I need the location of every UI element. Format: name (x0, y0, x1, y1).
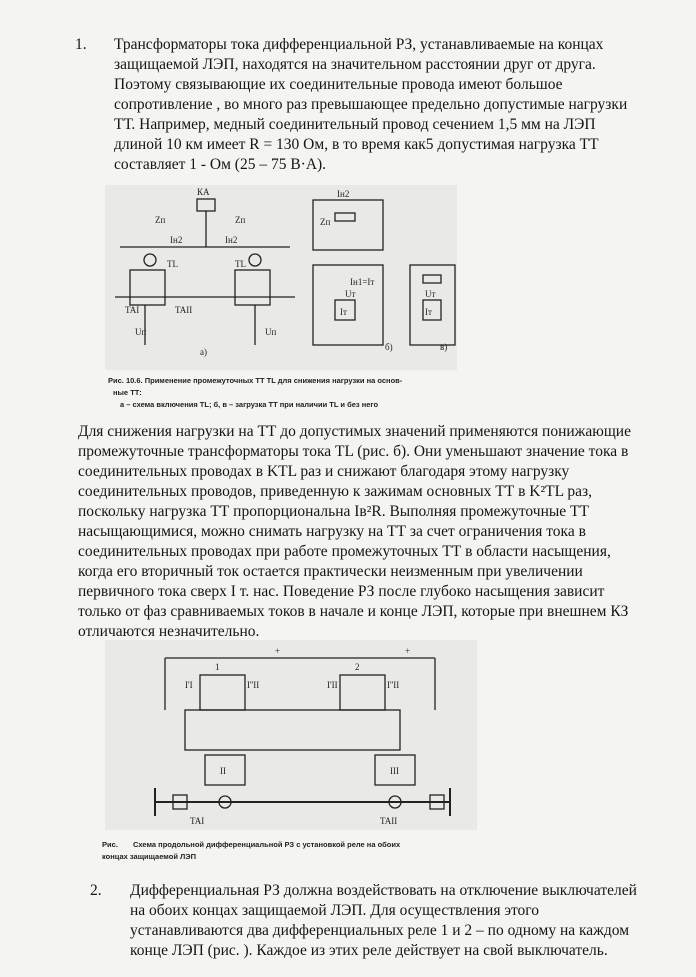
text-line: Дифференциальная РЗ должна воздействовать на отключение выключателей (130, 882, 637, 899)
text-line: соединительных проводах при работе промежуточных ТТ в области насыщения, (78, 543, 611, 560)
fig1-label: а) (200, 347, 207, 357)
figure-2-diagram (105, 640, 477, 830)
text-line: когда его вторичный ток остается практически неизменным при увеличении (78, 563, 583, 580)
fig1-label: Uп (265, 327, 277, 337)
fig2-label: + (275, 646, 281, 656)
fig1-label: б) (385, 342, 393, 352)
figure-1-caption: ные ТТ: (113, 388, 142, 397)
fig1-label: Uт (425, 289, 436, 299)
fig2-label: III (390, 766, 399, 776)
fig2-label: + (405, 646, 411, 656)
text-line: на обоих концах защищаемой ЛЭП. Для осуществления этого (130, 902, 540, 919)
text-line: сопротивление , во много раз превышающее предельно допустимые нагрузки (114, 96, 628, 113)
text-line: первичного тока сверх I т. нас. Поведение РЗ после глубоко насыщения зависит (78, 583, 605, 600)
text-line: защищаемой ЛЭП, находятся на значительном расстоянии друг от друга. (114, 56, 596, 73)
text-line: ТТ. Например, медный соединительный провод сечением 1,5 мм на ЛЭП (114, 116, 596, 133)
text-line: Трансформаторы тока дифференциальной РЗ, устанавливаемые на концах (114, 36, 604, 53)
fig1-label: Iн1=Iт (350, 277, 375, 287)
fig2-label: I''II (247, 680, 260, 690)
fig1-label: Iт (340, 307, 347, 317)
fig1-label: Zп (235, 215, 246, 225)
figure-2-caption: концах защищаемой ЛЭП (102, 852, 197, 861)
fig1-label: TAII (175, 305, 193, 315)
fig1-label: TAI (125, 305, 140, 315)
text-line: составляет 1 - Ом (25 – 75 В·А). (114, 156, 327, 173)
item-number: 1. (75, 36, 87, 53)
text-line: промежуточные трансформаторы тока TL (рис. б). Они уменьшают значение тока в (78, 443, 629, 460)
figure-1-caption: а – схема включения TL; б, в – загрузка ТТ при наличии TL и без него (120, 400, 379, 409)
fig2-label: 2 (355, 662, 360, 672)
figure-2-caption: Схема продольной дифференциальной РЗ с установкой реле на обоих (133, 840, 401, 849)
fig2-label: II (220, 766, 226, 776)
text-line: соединительных проводов, приведенную к зажимам основных ТТ в K²TL раз, (78, 483, 592, 500)
text-line: соединительных проводах в KTL раз и снижают благодаря этому нагрузку (78, 463, 570, 480)
fig1-label: КА (197, 187, 210, 197)
fig2-label: TAI (190, 816, 205, 826)
fig2-label: I'II (327, 680, 338, 690)
fig2-label: 1 (215, 662, 220, 672)
figure-1-caption: Рис. 10.6. Применение промежуточных ТТ TL для снижения нагрузки на основ- (108, 376, 403, 385)
fig1-label: Iн2 (225, 235, 238, 245)
fig1-label: Zп (155, 215, 166, 225)
fig1-label: TL (167, 259, 178, 269)
fig1-label: Uт (345, 289, 356, 299)
text-line: только от фаз сравниваемых токов в начале и конце ЛЭП, которые при внешнем КЗ (78, 603, 629, 620)
fig1-label: Iн2 (337, 189, 350, 199)
text-line: устанавливаются два дифференциальных реле 1 и 2 – по одному на каждом (130, 922, 630, 939)
figure-2 (105, 640, 477, 830)
text-line: Поэтому связывающие их соединительные провода имеют большое (114, 76, 563, 93)
fig1-label: в) (440, 342, 448, 352)
text-line: конце ЛЭП (рис. ). Каждое из этих реле действует на свой выключатель. (130, 942, 608, 959)
figure-2-caption-prefix: Рис. (102, 840, 118, 849)
item-number: 2. (90, 882, 102, 899)
text-line: поскольку нагрузка ТТ пропорциональна Iв²R. Выполняя промежуточные ТТ (78, 503, 589, 520)
text-line: Для снижения нагрузки на ТТ до допустимых значений применяются понижающие (78, 423, 631, 440)
fig1-label: Zп (320, 217, 331, 227)
figure-1-diagram (105, 185, 457, 370)
text-line: отличаются незначительно. (78, 623, 260, 640)
text-line: длиной 10 км имеет R = 130 Ом, в то время как5 допустимая нагрузка ТТ (114, 136, 599, 153)
fig1-label: TL (235, 259, 246, 269)
fig1-label: Uп (135, 327, 147, 337)
fig1-label: Iн2 (170, 235, 183, 245)
fig1-label: Iт (425, 307, 432, 317)
fig2-label: TAII (380, 816, 398, 826)
fig2-label: I''II (387, 680, 400, 690)
figure-1 (105, 185, 457, 370)
text-line: насыщающимися, можно снимать нагрузку на ТТ за счет ограничения тока в (78, 523, 586, 540)
fig2-label: I'I (185, 680, 193, 690)
